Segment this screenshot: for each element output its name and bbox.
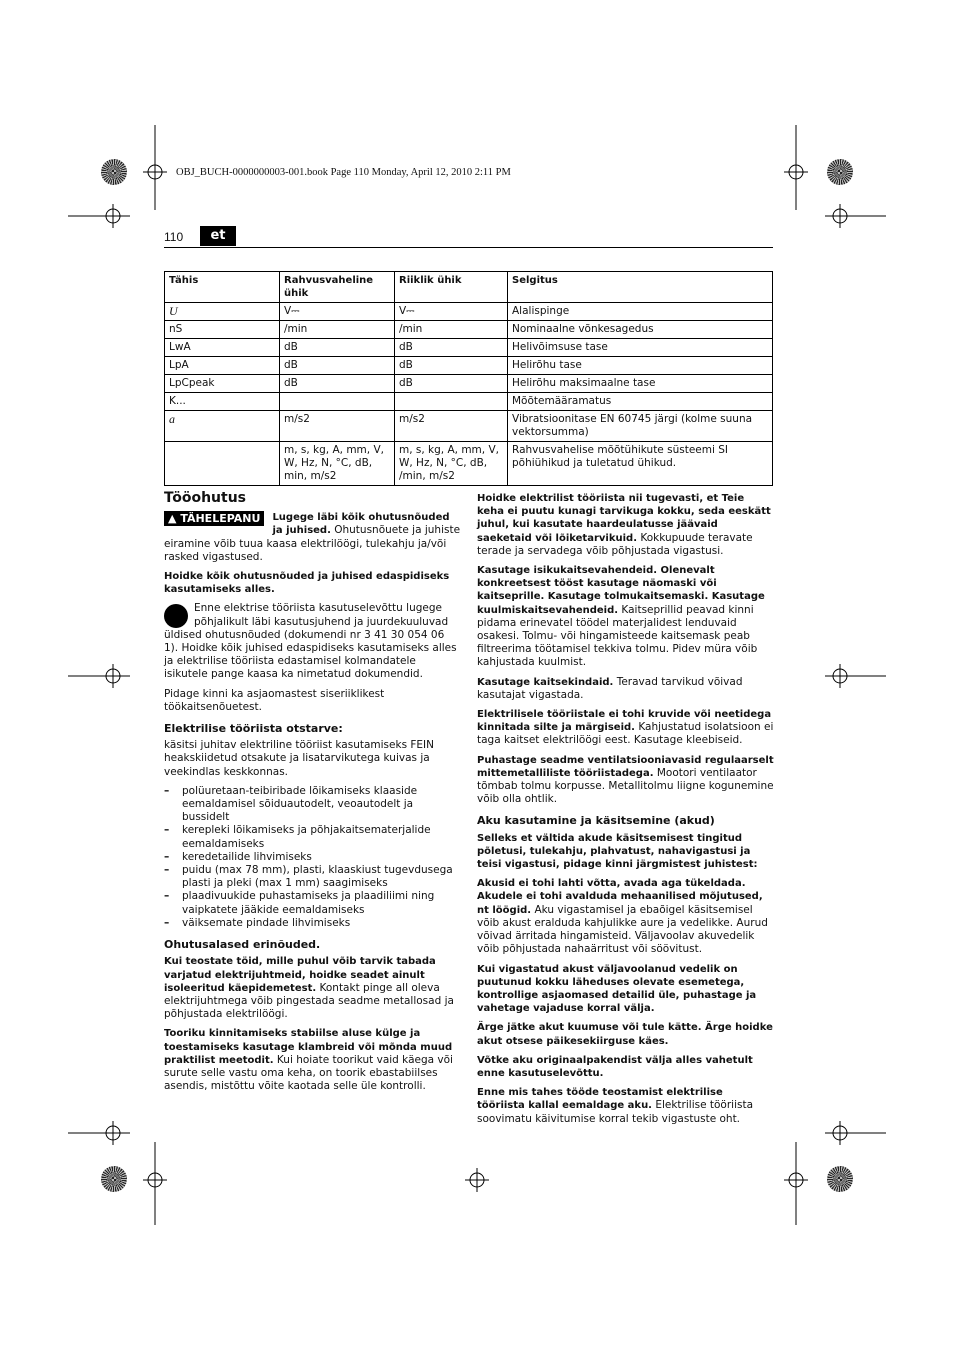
print-info: OBJ_BUCH-0000000003-001.book Page 110 Monday, April 12, 2010 2:11 PM: [176, 167, 511, 178]
table-cell: Mõõtemääramatus: [508, 393, 773, 411]
read-manual-icon: [164, 604, 188, 628]
table-cell: m/s2: [395, 411, 508, 442]
warning-triangle-icon: ▲: [168, 512, 177, 526]
table-cell: /min: [395, 321, 508, 339]
table-cell: /min: [280, 321, 395, 339]
table-cell: dB: [395, 375, 508, 393]
table-row: [165, 303, 773, 321]
table-header: Tähis: [165, 272, 280, 303]
table-row: [165, 442, 773, 486]
page-number: 110: [164, 230, 184, 244]
table-cell: LpCpeak: [165, 375, 280, 393]
table-cell: Helirõhu maksimaalne tase: [508, 375, 773, 393]
table-header: Selgitus: [508, 272, 773, 303]
table-row: [165, 375, 773, 393]
purpose-heading: Elektrilise tööriista otstarve:: [164, 722, 343, 736]
paragraph: Puhastage seadme ventilatsiooniavasid regulaarselt mittemetalliliste tööriistadega. Mootori ventilaator tõmbab tolmu korpusse. Metallitolmu liigne kogunemine võib olla ohtlik.: [477, 754, 774, 806]
paragraph: Ärge jätke akut kuumuse või tule kätte. Ärge hoidke akut otsese päikesekiirguse käes.: [477, 1022, 773, 1047]
table-row: [165, 411, 773, 442]
table-cell: LwA: [165, 339, 280, 357]
table-cell: nS: [165, 321, 280, 339]
table-row: [165, 321, 773, 339]
table-cell: dB: [280, 339, 395, 357]
table-cell: V⎓: [395, 303, 508, 321]
paragraph: Kui teostate töid, mille puhul võib tarvik tabada varjatud elektrijuhtmeid, hoidke seadet ainult isoleeritud käepidemetest. Kontakt pinge all oleva elektrijuhtmega võib pingestada seadme metallosad ja põhjustada elektrilöögi.: [164, 956, 454, 1021]
paragraph: Kui vigastatud akust väljavoolanud vedelik on puutunud kokku läheduses olevate esemetega, kontrollige asjaomased detailid üle, puhastage ja vahetage vajaduse korral välja.: [477, 963, 757, 1015]
special-heading: Ohutusalased erinõuded.: [164, 938, 321, 952]
table-cell: Nominaalne võnkesagedus: [508, 321, 773, 339]
paragraph: Võtke aku originaalpakendist välja alles vahetult enne kasutuselevõttu.: [477, 1054, 753, 1079]
language-badge: et: [200, 226, 236, 246]
manual-paragraph: Enne elektrise tööriista kasutuselevõttu lugege põhjalikult läbi kasutusjuhend ja juurdekuuluvad üldised ohutusnõuded (dokumendi nr 3 41 30 054 06 1). Hoidke kõik juhised edaspidiseks kasutamiseks alles ja elektrilise tööriista edastamisel kolmandatele isikutele pange kaasa ka nimetatud dokumendid.: [164, 602, 457, 681]
table-cell: Helivõimsuse tase: [508, 339, 773, 357]
section-title: Tööohutus: [164, 490, 247, 506]
list-item: – puidu (max 78 mm), plasti, klaaskiust tugevdusega plasti ja pleki (max 1 mm) saagimiseks: [164, 864, 461, 890]
paragraph: Tooriku kinnitamiseks stabiilse aluse külge ja toestamiseks kasutage klambreid või mõnda muud praktilist meetodit. Kui hoiate toorikut vaid käega või surute selle vastu oma keha, on toorik ebastabiilses asendis, mistõttu võite kaotada selle üle kontrolli.: [164, 1028, 453, 1093]
header-rule: [164, 247, 773, 248]
left-column: [164, 492, 461, 1099]
table-cell: dB: [280, 375, 395, 393]
table-cell: [165, 442, 280, 486]
paragraph: Kasutage isikukaitsevahendeid. Olenevalt konkreetsest tööst kasutage näomaski või kaitseprille. Kasutage tolmukaitsemaski. Kasutage kuulmiskaitsevahendeid. Kaitseprillid peavad kinni pidama erinevatel töödel materjalidest lenduvaid osakesi. Tolmu- või hingamisteede kaitsemask peab filtreerima töötamisel tekkiva tolmu. Pidev müra võib kahjustada kuulmist.: [477, 565, 765, 669]
list-item: – kerepleki lõikamiseks ja põhjakaitsematerjalide eemaldamiseks: [164, 824, 461, 850]
table-cell: Alalispinge: [508, 303, 773, 321]
table-cell: K...: [165, 393, 280, 411]
table-header: Riiklik ühik: [395, 272, 508, 303]
paragraph: Akusid ei tohi lahti võtta, avada aga tükeldada. Akudele ei tohi avalduda mehaanilised mõjutused, nt löögid. Aku vigastamisel ja ebaõigel käsitsemisel võib akust eralduda kahjulikke aure ja vedelikke. Aurud võivad ärritada hingamisteid. Väljavoolav akuvedelik võib põhjustada nahaärritust või söövitust.: [477, 878, 768, 956]
table-cell: dB: [395, 339, 508, 357]
warning-paragraph: ▲ TÄHELEPANU Lugege läbi kõik ohutusnõuded ja juhised. Ohutusnõuete ja juhiste eiramine võib tuua kaasa elektrilöögi, tulekahju ja/või rasked vigastused.: [164, 512, 461, 563]
table-cell: [280, 393, 395, 411]
purpose-list: [164, 785, 461, 930]
paragraph: Enne mis tahes tööde teostamist elektrilise tööriista kallal eemaldage aku. Elektrilise tööriista soovimatu käivitumise korral tekib vigastuste oht.: [477, 1087, 754, 1125]
paragraph: Hoidke elektrilist tööriista nii tugevasti, et Teie keha ei puutu kunagi tarvikuga kokku, seda eeskätt juhul, kui kasutate haardeulatusse jäävaid saeketaid või lõiketarvikuid. Kokkupuude teravate terade ja servadega võib põhjustada vigastusi.: [477, 493, 771, 557]
table-cell: Rahvusvahelise mõõtühikute süsteemi SI põhiühikud ja tuletatud ühikud.: [508, 442, 773, 486]
table-cell: U: [165, 303, 280, 321]
table-header: Rahvusvaheline ühik: [280, 272, 395, 303]
list-item: – plaadivuukide puhastamiseks ja plaadiliimi ning vaipkatete jääkide eemaldamiseks: [164, 890, 461, 916]
table-cell: m, s, kg, A, mm, V, W, Hz, N, °C, dB, /min, m/s2: [395, 442, 508, 486]
keep-instructions: Hoidke kõik ohutusnõuded ja juhised edaspidiseks kasutamiseks alles.: [164, 571, 450, 596]
table-cell: m, s, kg, A, mm, V, W, Hz, N, °C, dB, min, m/s2: [280, 442, 395, 486]
table-cell: dB: [395, 357, 508, 375]
table-cell: dB: [280, 357, 395, 375]
table-cell: Vibratsioonitase EN 60745 järgi (kolme suuna vektorsumma): [508, 411, 773, 442]
paragraph: Selleks et vältida akude käsitsemisest tingitud põletusi, tulekahju, plahvatust, nahavigastusi ja teisi vigastusi, pidage kinni järgmistest juhistest:: [477, 832, 758, 871]
table-cell: Helirõhu tase: [508, 357, 773, 375]
table-cell: m/s2: [280, 411, 395, 442]
table-header-row: [165, 272, 773, 303]
regulations-paragraph: Pidage kinni ka asjaomastest siseriiklikest töökaitsenõuetest.: [164, 687, 385, 713]
table-row: [165, 339, 773, 357]
list-item: – väiksemate pindade lihvimiseks: [164, 917, 461, 930]
table-row: [165, 393, 773, 411]
list-item: – keredetailide lihvimiseks: [164, 851, 461, 864]
list-item: – polüuretaan-teibiribade lõikamiseks klaaside eemaldamisel sõiduautodelt, veoautodelt ja bussidelt: [164, 785, 461, 825]
purpose-text: käsitsi juhitav elektriline tööriist kasutamiseks FEIN heakskiidetud otsakute ja lisatarvikutega kuivas ja veekindlas keskkonnas.: [164, 739, 435, 778]
paragraph: Kasutage kaitsekindaid. Teravad tarvikud võivad kasutajat vigastada.: [477, 675, 743, 701]
table-cell: LpA: [165, 357, 280, 375]
table-cell: a: [165, 411, 280, 442]
battery-heading: Aku kasutamine ja käsitsemine (akud): [477, 814, 715, 828]
right-column: [477, 492, 774, 1132]
units-table: [164, 271, 773, 486]
warning-badge: ▲ TÄHELEPANU: [164, 511, 264, 526]
table-row: [165, 357, 773, 375]
table-cell: V⎓: [280, 303, 395, 321]
paragraph: Elektrilisele tööriistale ei tohi kruvide või neetidega kinnitada silte ja märgiseid. Kahjustatud isolatsioon ei taga kaitset elektrilöögi eest. Kasutage kleebiseid.: [477, 709, 774, 747]
table-cell: [395, 393, 508, 411]
